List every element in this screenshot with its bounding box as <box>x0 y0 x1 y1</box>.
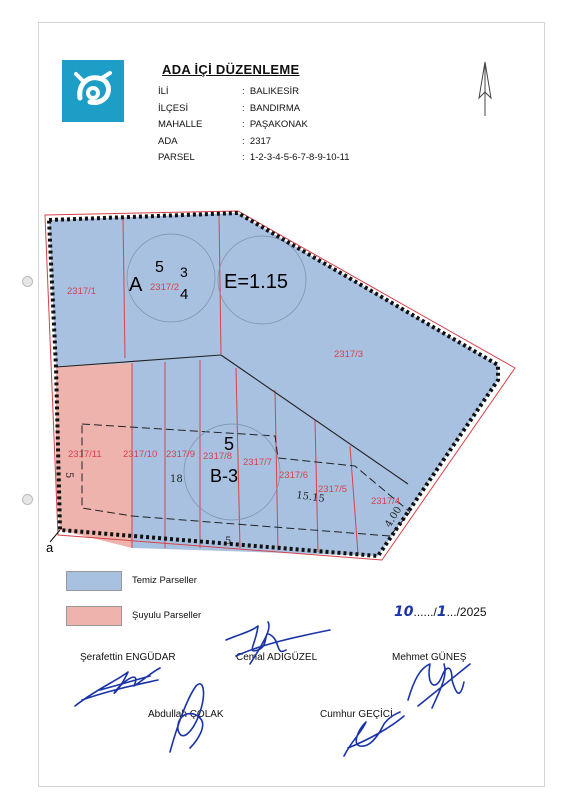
parcel-label: 2317/10 <box>123 449 158 460</box>
zone-b-floors: 5 <box>224 434 235 454</box>
dim-left: 5 <box>63 472 74 479</box>
signatory-5: Cumhur GEÇİCİ <box>320 709 393 720</box>
info-row-district: İLÇESİ : BANDIRMA <box>158 102 301 114</box>
parcel-label: 2317/8 <box>203 451 233 462</box>
info-row-block: ADA : 2317 <box>158 135 272 147</box>
document-title: ADA İÇİ DÜZENLEME <box>162 62 300 77</box>
info-row-parcel: PARSEL : 1-2-3-4-5-6-7-8-9-10-11 <box>158 152 350 163</box>
zone-a-fraction-bottom: 4 <box>180 286 189 303</box>
emsal-label: E=1.15 <box>224 271 288 293</box>
info-row-province: İLİ : BALIKESİR <box>158 86 300 97</box>
zone-a-floors: 5 <box>155 259 164 276</box>
legend-swatch-clean <box>66 571 122 591</box>
signatory-3: Mehmet GÜNEŞ <box>392 652 467 663</box>
legend-label-clean: Temiz Parseller <box>132 575 197 586</box>
parcel-label: 2317/5 <box>318 484 348 495</box>
signatory-1: Şerafettin ENGÜDAR <box>80 652 176 663</box>
parcel-label: 2317/4 <box>371 496 401 507</box>
legend-label-shared: Şuyulu Parseller <box>132 610 202 621</box>
parcel-label: 2317/1 <box>67 286 97 297</box>
parcel-label: 2317/9 <box>166 449 196 460</box>
date-field: 10....../1.../2025 <box>394 604 487 620</box>
info-row-neighbourhood: MAHALLE : PAŞAKONAK <box>158 119 308 130</box>
date-year: .../2025 <box>446 605 487 619</box>
dim-diag: 15.15 <box>295 490 326 505</box>
dim-right: 4.00 <box>383 504 405 530</box>
parcel-label: 2317/6 <box>279 470 309 481</box>
signatory-2: Cemal ADIGÜZEL <box>236 652 318 663</box>
signatory-4: Abdullah ÇOLAK <box>148 709 224 720</box>
parcel-label: 2317/2 <box>150 282 180 293</box>
zone-b-code: B-3 <box>210 466 239 486</box>
dim-bottom: 5 <box>225 536 232 547</box>
corner-label: a <box>46 540 54 555</box>
dim-depth: 18 <box>170 474 183 485</box>
date-day: 10 <box>394 604 414 620</box>
date-month: 1 <box>436 604 447 620</box>
parcel-label: 2317/11 <box>68 449 102 460</box>
zone-a-fraction-top: 3 <box>180 264 188 280</box>
legend-swatch-shared <box>66 606 122 626</box>
parcel-label: 2317/7 <box>243 457 273 468</box>
zone-a-letter: A <box>129 274 143 296</box>
parcel-label: 2317/3 <box>334 349 364 360</box>
